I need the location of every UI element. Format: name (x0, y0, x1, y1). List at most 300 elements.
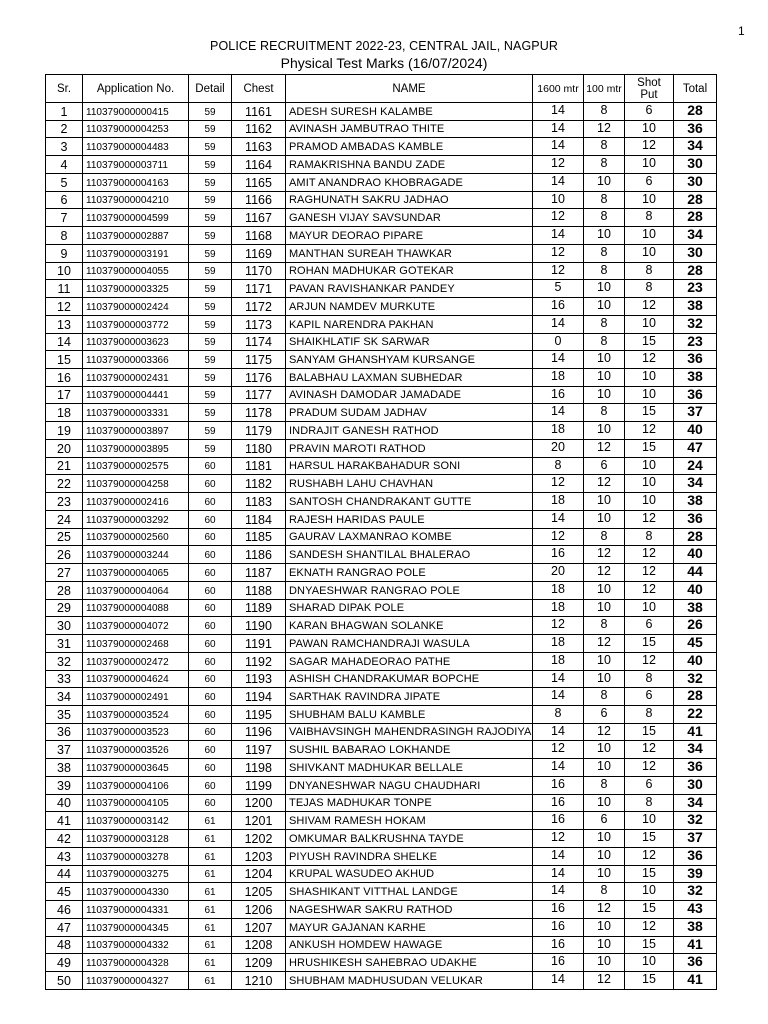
cell-sr: 9 (46, 244, 83, 262)
table-row (46, 262, 717, 280)
cell-1600m: 18 (533, 599, 584, 617)
cell-100m: 8 (584, 103, 625, 121)
cell-100m: 10 (584, 759, 625, 777)
cell-name: KRUPAL WASUDEO AKHUD (286, 865, 533, 883)
cell-chest: 1174 (232, 333, 286, 351)
cell-1600m: 20 (533, 439, 584, 457)
cell-shot-put: 10 (625, 812, 674, 830)
cell-application: 110379000004055 (83, 262, 189, 280)
cell-chest: 1165 (232, 173, 286, 191)
cell-shot-put: 10 (625, 120, 674, 138)
cell-shot-put: 12 (625, 422, 674, 440)
cell-name: SHAIKHLATIF SK SARWAR (286, 333, 533, 351)
cell-1600m: 14 (533, 759, 584, 777)
cell-sr: 16 (46, 369, 83, 387)
table-row (46, 723, 717, 741)
cell-name: PIYUSH RAVINDRA SHELKE (286, 847, 533, 865)
table-row (46, 865, 717, 883)
table-row (46, 333, 717, 351)
cell-name: DNYAESHWAR RANGRAO POLE (286, 581, 533, 599)
cell-name: RAMAKRISHNA BANDU ZADE (286, 156, 533, 174)
cell-total: 32 (674, 883, 717, 901)
cell-detail: 59 (189, 369, 232, 387)
cell-chest: 1173 (232, 315, 286, 333)
cell-total: 47 (674, 439, 717, 457)
cell-total: 38 (674, 493, 717, 511)
cell-total: 41 (674, 971, 717, 989)
cell-shot-put: 10 (625, 191, 674, 209)
table-row (46, 528, 717, 546)
cell-name: SHUBHAM BALU KAMBLE (286, 705, 533, 723)
cell-chest: 1183 (232, 493, 286, 511)
cell-application: 110379000002575 (83, 457, 189, 475)
cell-name: VAIBHAVSINGH MAHENDRASINGH RAJODIYA (286, 723, 533, 741)
cell-name: SANTOSH CHANDRAKANT GUTTE (286, 493, 533, 511)
table-row (46, 759, 717, 777)
cell-detail: 59 (189, 173, 232, 191)
cell-1600m: 16 (533, 918, 584, 936)
cell-total: 34 (674, 227, 717, 245)
table-row (46, 103, 717, 121)
cell-total: 40 (674, 422, 717, 440)
cell-detail: 60 (189, 670, 232, 688)
cell-application: 110379000002416 (83, 493, 189, 511)
cell-total: 22 (674, 705, 717, 723)
table-row (46, 546, 717, 564)
cell-1600m: 18 (533, 422, 584, 440)
cell-100m: 10 (584, 581, 625, 599)
cell-shot-put: 12 (625, 510, 674, 528)
table-row (46, 227, 717, 245)
header-chest: Chest (232, 75, 286, 103)
cell-application: 110379000003275 (83, 865, 189, 883)
cell-chest: 1191 (232, 635, 286, 653)
cell-chest: 1196 (232, 723, 286, 741)
cell-total: 37 (674, 404, 717, 422)
cell-total: 45 (674, 635, 717, 653)
cell-1600m: 18 (533, 635, 584, 653)
cell-name: INDRAJIT GANESH RATHOD (286, 422, 533, 440)
cell-name: AMIT ANANDRAO KHOBRAGADE (286, 173, 533, 191)
cell-shot-put: 8 (625, 670, 674, 688)
cell-1600m: 14 (533, 173, 584, 191)
cell-sr: 48 (46, 936, 83, 954)
cell-100m: 12 (584, 901, 625, 919)
cell-application: 110379000004064 (83, 581, 189, 599)
table-row (46, 369, 717, 387)
cell-application: 110379000003526 (83, 741, 189, 759)
cell-detail: 59 (189, 333, 232, 351)
table-row (46, 493, 717, 511)
header-1600m: 1600 mtr (533, 75, 584, 103)
header-total: Total (674, 75, 717, 103)
cell-total: 30 (674, 173, 717, 191)
cell-1600m: 12 (533, 830, 584, 848)
cell-sr: 13 (46, 315, 83, 333)
cell-sr: 35 (46, 705, 83, 723)
cell-chest: 1189 (232, 599, 286, 617)
cell-sr: 33 (46, 670, 83, 688)
cell-application: 110379000004331 (83, 901, 189, 919)
cell-application: 110379000003711 (83, 156, 189, 174)
cell-application: 110379000003278 (83, 847, 189, 865)
cell-shot-put: 10 (625, 457, 674, 475)
cell-application: 110379000004065 (83, 564, 189, 582)
cell-chest: 1164 (232, 156, 286, 174)
cell-name: AVINASH JAMBUTRAO THITE (286, 120, 533, 138)
cell-total: 40 (674, 581, 717, 599)
cell-name: PRAVIN MAROTI RATHOD (286, 439, 533, 457)
cell-total: 44 (674, 564, 717, 582)
cell-total: 37 (674, 830, 717, 848)
cell-detail: 60 (189, 617, 232, 635)
cell-total: 34 (674, 138, 717, 156)
cell-total: 30 (674, 244, 717, 262)
cell-100m: 8 (584, 776, 625, 794)
cell-application: 110379000002887 (83, 227, 189, 245)
cell-detail: 60 (189, 759, 232, 777)
cell-detail: 61 (189, 847, 232, 865)
cell-application: 110379000003331 (83, 404, 189, 422)
cell-chest: 1175 (232, 351, 286, 369)
cell-sr: 29 (46, 599, 83, 617)
cell-application: 110379000004328 (83, 954, 189, 972)
cell-shot-put: 12 (625, 581, 674, 599)
cell-100m: 10 (584, 652, 625, 670)
cell-detail: 60 (189, 475, 232, 493)
marks-table (45, 74, 717, 990)
cell-application: 110379000002491 (83, 688, 189, 706)
table-row (46, 635, 717, 653)
cell-chest: 1185 (232, 528, 286, 546)
cell-total: 28 (674, 262, 717, 280)
cell-1600m: 16 (533, 936, 584, 954)
cell-detail: 61 (189, 812, 232, 830)
cell-detail: 61 (189, 954, 232, 972)
cell-sr: 2 (46, 120, 83, 138)
cell-chest: 1161 (232, 103, 286, 121)
cell-100m: 10 (584, 865, 625, 883)
cell-sr: 3 (46, 138, 83, 156)
cell-detail: 59 (189, 404, 232, 422)
cell-sr: 28 (46, 581, 83, 599)
cell-name: TEJAS MADHUKAR TONPE (286, 794, 533, 812)
cell-shot-put: 10 (625, 315, 674, 333)
cell-sr: 17 (46, 386, 83, 404)
cell-detail: 59 (189, 120, 232, 138)
cell-1600m: 18 (533, 369, 584, 387)
cell-shot-put: 8 (625, 705, 674, 723)
cell-chest: 1176 (232, 369, 286, 387)
cell-1600m: 14 (533, 510, 584, 528)
cell-100m: 10 (584, 794, 625, 812)
cell-shot-put: 8 (625, 280, 674, 298)
cell-application: 110379000002468 (83, 635, 189, 653)
cell-detail: 60 (189, 688, 232, 706)
cell-shot-put: 6 (625, 173, 674, 191)
cell-total: 28 (674, 688, 717, 706)
cell-application: 110379000002560 (83, 528, 189, 546)
cell-shot-put: 10 (625, 954, 674, 972)
header-shot-put: Shot Put (625, 75, 674, 103)
cell-chest: 1206 (232, 901, 286, 919)
cell-detail: 60 (189, 546, 232, 564)
cell-sr: 6 (46, 191, 83, 209)
cell-100m: 10 (584, 954, 625, 972)
cell-sr: 37 (46, 741, 83, 759)
cell-application: 110379000004163 (83, 173, 189, 191)
cell-detail: 61 (189, 901, 232, 919)
cell-detail: 59 (189, 262, 232, 280)
cell-name: MANTHAN SUREAH THAWKAR (286, 244, 533, 262)
cell-detail: 60 (189, 457, 232, 475)
table-row (46, 564, 717, 582)
cell-total: 28 (674, 209, 717, 227)
cell-total: 36 (674, 759, 717, 777)
header-application: Application No. (83, 75, 189, 103)
cell-total: 36 (674, 386, 717, 404)
cell-chest: 1168 (232, 227, 286, 245)
cell-100m: 12 (584, 564, 625, 582)
table-row (46, 705, 717, 723)
cell-total: 30 (674, 776, 717, 794)
document-subtitle: Physical Test Marks (16/07/2024) (280, 55, 488, 71)
cell-sr: 38 (46, 759, 83, 777)
cell-application: 110379000003244 (83, 546, 189, 564)
cell-detail: 60 (189, 723, 232, 741)
cell-sr: 11 (46, 280, 83, 298)
page-number: 1 (738, 24, 745, 38)
cell-detail: 59 (189, 386, 232, 404)
cell-sr: 25 (46, 528, 83, 546)
cell-shot-put: 12 (625, 759, 674, 777)
table-row (46, 688, 717, 706)
cell-application: 110379000004483 (83, 138, 189, 156)
cell-1600m: 18 (533, 493, 584, 511)
cell-sr: 14 (46, 333, 83, 351)
cell-total: 40 (674, 652, 717, 670)
cell-chest: 1162 (232, 120, 286, 138)
cell-shot-put: 8 (625, 794, 674, 812)
cell-100m: 6 (584, 705, 625, 723)
cell-1600m: 14 (533, 351, 584, 369)
cell-name: SANYAM GHANSHYAM KURSANGE (286, 351, 533, 369)
cell-shot-put: 10 (625, 493, 674, 511)
cell-shot-put: 10 (625, 883, 674, 901)
cell-shot-put: 12 (625, 564, 674, 582)
cell-chest: 1177 (232, 386, 286, 404)
cell-1600m: 18 (533, 652, 584, 670)
cell-total: 32 (674, 670, 717, 688)
cell-100m: 8 (584, 883, 625, 901)
cell-100m: 8 (584, 688, 625, 706)
cell-total: 38 (674, 369, 717, 387)
cell-sr: 23 (46, 493, 83, 511)
cell-name: SHIVKANT MADHUKAR BELLALE (286, 759, 533, 777)
table-row (46, 156, 717, 174)
cell-sr: 45 (46, 883, 83, 901)
cell-100m: 8 (584, 404, 625, 422)
table-row (46, 581, 717, 599)
cell-application: 110379000004330 (83, 883, 189, 901)
cell-shot-put: 12 (625, 298, 674, 316)
cell-detail: 61 (189, 883, 232, 901)
cell-detail: 60 (189, 741, 232, 759)
cell-shot-put: 15 (625, 971, 674, 989)
cell-name: RAJESH HARIDAS PAULE (286, 510, 533, 528)
cell-sr: 5 (46, 173, 83, 191)
cell-sr: 39 (46, 776, 83, 794)
cell-name: SHASHIKANT VITTHAL LANDGE (286, 883, 533, 901)
cell-100m: 10 (584, 936, 625, 954)
cell-name: KARAN BHAGWAN SOLANKE (286, 617, 533, 635)
cell-name: HARSUL HARAKBAHADUR SONI (286, 457, 533, 475)
cell-sr: 21 (46, 457, 83, 475)
header-100m: 100 mtr (584, 75, 625, 103)
cell-detail: 60 (189, 528, 232, 546)
cell-application: 110379000002431 (83, 369, 189, 387)
cell-shot-put: 6 (625, 617, 674, 635)
cell-application: 110379000003897 (83, 422, 189, 440)
cell-detail: 59 (189, 191, 232, 209)
cell-1600m: 12 (533, 156, 584, 174)
cell-sr: 4 (46, 156, 83, 174)
cell-application: 110379000000415 (83, 103, 189, 121)
cell-name: BALABHAU LAXMAN SUBHEDAR (286, 369, 533, 387)
cell-100m: 12 (584, 635, 625, 653)
cell-100m: 12 (584, 723, 625, 741)
cell-1600m: 14 (533, 120, 584, 138)
cell-chest: 1178 (232, 404, 286, 422)
table-row (46, 776, 717, 794)
cell-application: 110379000002472 (83, 652, 189, 670)
cell-detail: 59 (189, 244, 232, 262)
cell-detail: 61 (189, 918, 232, 936)
cell-shot-put: 15 (625, 333, 674, 351)
cell-100m: 10 (584, 298, 625, 316)
cell-chest: 1179 (232, 422, 286, 440)
cell-chest: 1190 (232, 617, 286, 635)
cell-chest: 1170 (232, 262, 286, 280)
cell-100m: 8 (584, 191, 625, 209)
cell-name: SARTHAK RAVINDRA JIPATE (286, 688, 533, 706)
cell-detail: 59 (189, 156, 232, 174)
cell-sr: 40 (46, 794, 83, 812)
cell-detail: 59 (189, 351, 232, 369)
cell-detail: 61 (189, 865, 232, 883)
cell-chest: 1188 (232, 581, 286, 599)
table-row (46, 191, 717, 209)
cell-total: 38 (674, 918, 717, 936)
cell-total: 41 (674, 936, 717, 954)
cell-100m: 10 (584, 369, 625, 387)
cell-application: 110379000004258 (83, 475, 189, 493)
cell-100m: 10 (584, 227, 625, 245)
cell-100m: 10 (584, 918, 625, 936)
table-row (46, 918, 717, 936)
cell-application: 110379000003366 (83, 351, 189, 369)
cell-1600m: 14 (533, 670, 584, 688)
cell-chest: 1192 (232, 652, 286, 670)
cell-detail: 59 (189, 138, 232, 156)
cell-chest: 1201 (232, 812, 286, 830)
cell-chest: 1203 (232, 847, 286, 865)
cell-detail: 61 (189, 936, 232, 954)
cell-name: ROHAN MADHUKAR GOTEKAR (286, 262, 533, 280)
table-row (46, 670, 717, 688)
cell-total: 34 (674, 475, 717, 493)
cell-shot-put: 10 (625, 244, 674, 262)
cell-chest: 1194 (232, 688, 286, 706)
cell-application: 110379000004253 (83, 120, 189, 138)
cell-total: 36 (674, 120, 717, 138)
cell-total: 36 (674, 351, 717, 369)
cell-chest: 1204 (232, 865, 286, 883)
cell-application: 110379000003772 (83, 315, 189, 333)
cell-100m: 10 (584, 280, 625, 298)
cell-1600m: 12 (533, 617, 584, 635)
cell-detail: 59 (189, 227, 232, 245)
cell-shot-put: 15 (625, 830, 674, 848)
cell-1600m: 10 (533, 191, 584, 209)
cell-application: 110379000004441 (83, 386, 189, 404)
cell-name: ANKUSH HOMDEW HAWAGE (286, 936, 533, 954)
cell-100m: 8 (584, 209, 625, 227)
table-row (46, 173, 717, 191)
cell-application: 110379000004210 (83, 191, 189, 209)
cell-name: SUSHIL BABARAO LOKHANDE (286, 741, 533, 759)
cell-total: 24 (674, 457, 717, 475)
cell-shot-put: 12 (625, 847, 674, 865)
cell-name: SANDESH SHANTILAL BHALERAO (286, 546, 533, 564)
cell-detail: 59 (189, 439, 232, 457)
cell-sr: 20 (46, 439, 83, 457)
cell-name: DNYANESHWAR NAGU CHAUDHARI (286, 776, 533, 794)
cell-1600m: 8 (533, 457, 584, 475)
cell-application: 110379000004599 (83, 209, 189, 227)
cell-100m: 6 (584, 457, 625, 475)
cell-shot-put: 15 (625, 404, 674, 422)
cell-name: PAWAN RAMCHANDRAJI WASULA (286, 635, 533, 653)
cell-detail: 59 (189, 315, 232, 333)
table-row (46, 422, 717, 440)
cell-sr: 1 (46, 103, 83, 121)
table-row (46, 617, 717, 635)
cell-100m: 8 (584, 528, 625, 546)
cell-100m: 8 (584, 156, 625, 174)
cell-chest: 1167 (232, 209, 286, 227)
table-row (46, 404, 717, 422)
cell-detail: 61 (189, 971, 232, 989)
cell-application: 110379000003523 (83, 723, 189, 741)
cell-application: 110379000004088 (83, 599, 189, 617)
cell-application: 110379000004105 (83, 794, 189, 812)
cell-shot-put: 12 (625, 918, 674, 936)
cell-100m: 10 (584, 422, 625, 440)
table-row (46, 883, 717, 901)
cell-name: PRAMOD AMBADAS KAMBLE (286, 138, 533, 156)
header-detail: Detail (189, 75, 232, 103)
cell-total: 23 (674, 333, 717, 351)
cell-sr: 10 (46, 262, 83, 280)
cell-shot-put: 6 (625, 776, 674, 794)
cell-name: MAYUR GAJANAN KARHE (286, 918, 533, 936)
cell-total: 36 (674, 510, 717, 528)
cell-shot-put: 15 (625, 439, 674, 457)
cell-application: 110379000003142 (83, 812, 189, 830)
cell-shot-put: 8 (625, 528, 674, 546)
cell-application: 110379000004327 (83, 971, 189, 989)
